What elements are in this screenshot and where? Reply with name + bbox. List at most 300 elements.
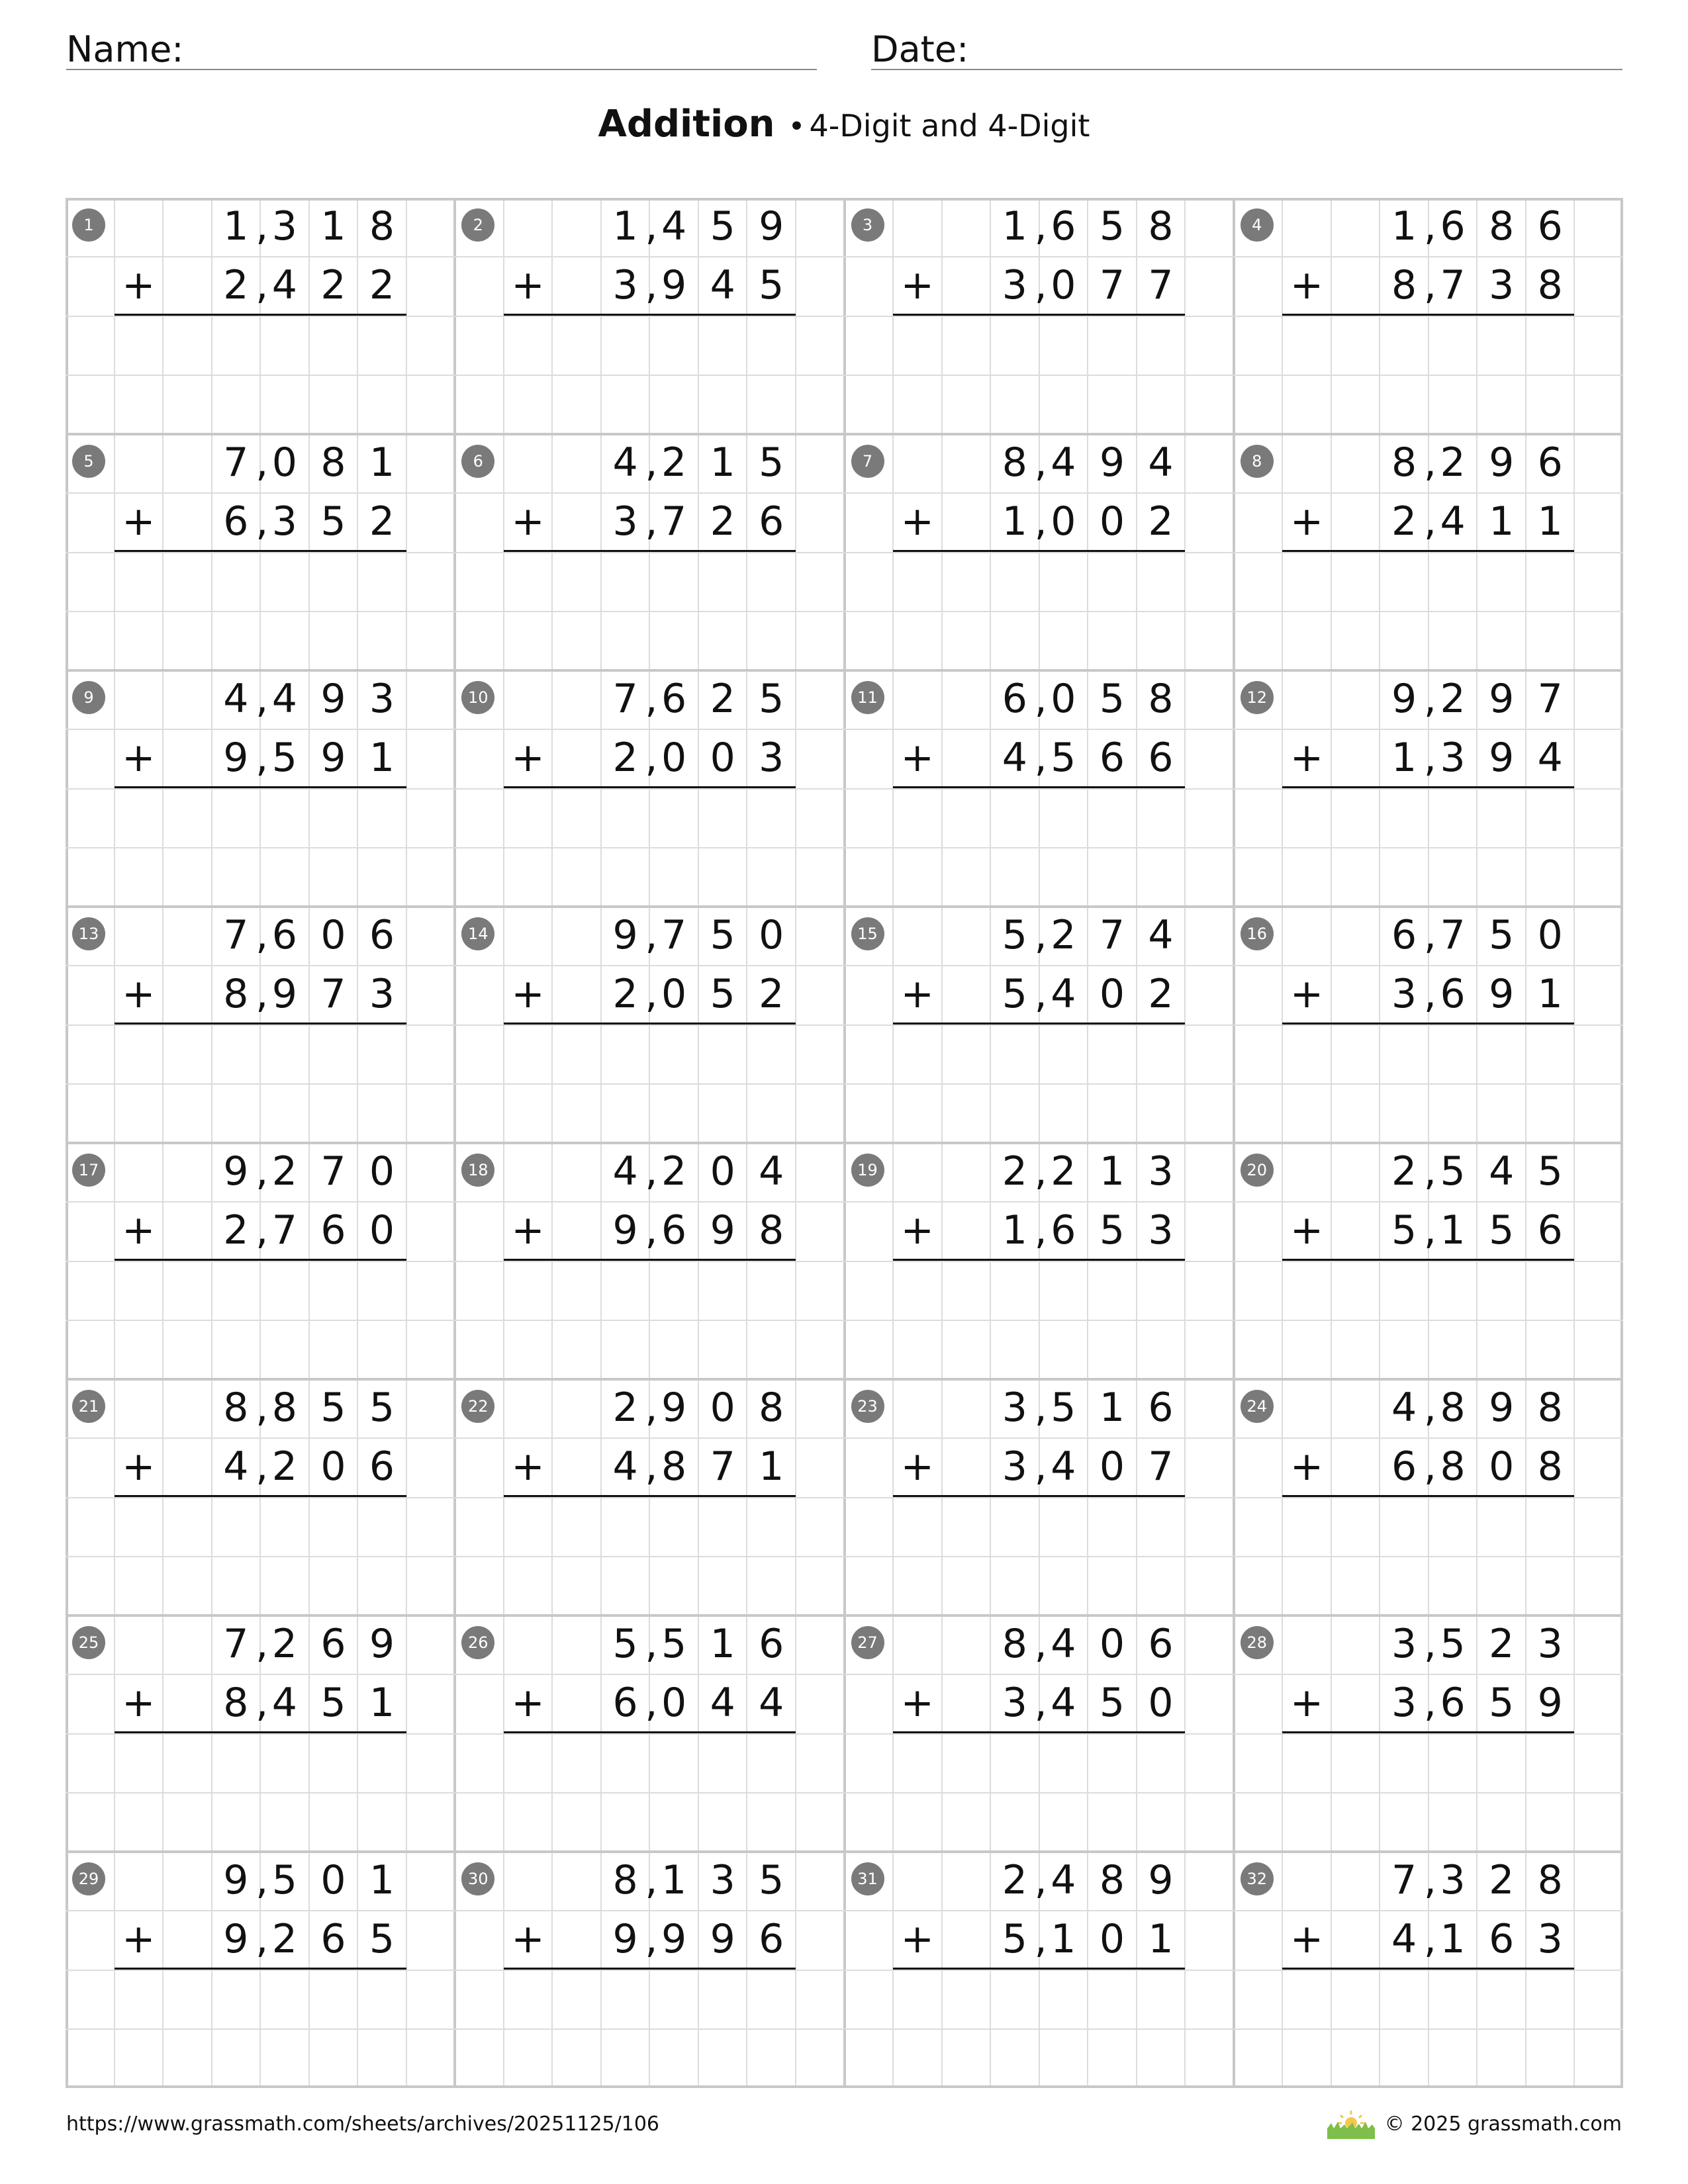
thousands-comma: , xyxy=(256,498,269,545)
digit: 0 xyxy=(320,1443,346,1490)
digit: 2 xyxy=(1391,1148,1417,1195)
thousands-comma: , xyxy=(256,262,269,309)
grass-sun-logo-icon xyxy=(1326,2109,1376,2140)
digit: 5 xyxy=(1489,912,1515,958)
thousands-comma: , xyxy=(645,912,658,958)
digit: 8 xyxy=(1391,262,1417,309)
digit: 6 xyxy=(759,1916,784,1963)
title-main: Addition xyxy=(598,103,775,146)
digit: 0 xyxy=(661,1680,687,1727)
digit: 4 xyxy=(612,439,638,486)
digit: 0 xyxy=(710,1385,735,1431)
digit: 1 xyxy=(369,735,395,782)
digit: 0 xyxy=(1489,1443,1515,1490)
digit: 8 xyxy=(1099,1857,1125,1903)
thousands-comma: , xyxy=(1423,1148,1436,1195)
plus-operator: + xyxy=(900,735,934,782)
thousands-comma: , xyxy=(1423,735,1436,782)
thousands-comma: , xyxy=(256,735,269,782)
digit: 3 xyxy=(612,498,638,545)
sum-underline xyxy=(504,1968,796,1970)
digit: 1 xyxy=(1537,971,1563,1018)
digit: 7 xyxy=(271,1207,297,1254)
digit: 9 xyxy=(661,262,687,309)
problem-number-badge: 17 xyxy=(72,1154,105,1187)
digit: 9 xyxy=(369,1621,395,1667)
digit: 7 xyxy=(710,1443,735,1490)
digit: 6 xyxy=(612,1680,638,1727)
digit: 6 xyxy=(661,676,687,722)
digit: 7 xyxy=(1148,262,1174,309)
digit: 5 xyxy=(612,1621,638,1667)
thousands-comma: , xyxy=(1423,1385,1436,1431)
digit: 2 xyxy=(661,1148,687,1195)
thousands-comma: , xyxy=(1034,971,1047,1018)
problem-number-badge: 14 xyxy=(461,917,494,950)
thousands-comma: , xyxy=(256,1148,269,1195)
sum-underline xyxy=(115,1731,406,1733)
thousands-comma: , xyxy=(1423,1443,1436,1490)
thousands-comma: , xyxy=(645,1385,658,1431)
digit: 5 xyxy=(1440,1148,1466,1195)
name-label: Name: xyxy=(66,28,184,70)
digit: 5 xyxy=(369,1916,395,1963)
digit: 3 xyxy=(612,262,638,309)
digit: 2 xyxy=(369,262,395,309)
sum-underline xyxy=(504,1023,796,1024)
digit: 7 xyxy=(1148,1443,1174,1490)
problem-number-badge: 11 xyxy=(851,681,884,714)
thousands-comma: , xyxy=(256,1207,269,1254)
problem-number-badge: 30 xyxy=(461,1862,494,1895)
digit: 8 xyxy=(1489,203,1515,250)
thousands-comma: , xyxy=(256,1443,269,1490)
plus-operator: + xyxy=(900,1916,934,1963)
thousands-comma: , xyxy=(645,735,658,782)
plus-operator: + xyxy=(122,971,156,1018)
name-field[interactable] xyxy=(66,25,817,70)
problem-number-badge: 12 xyxy=(1241,681,1274,714)
problem-number-badge: 31 xyxy=(851,1862,884,1895)
plus-operator: + xyxy=(511,971,545,1018)
thousands-comma: , xyxy=(645,1680,658,1727)
digit: 8 xyxy=(223,1385,249,1431)
problem-number-badge: 25 xyxy=(72,1626,105,1659)
thousands-comma: , xyxy=(1034,1680,1047,1727)
plus-operator: + xyxy=(511,1680,545,1727)
digit: 6 xyxy=(1391,912,1417,958)
thousands-comma: , xyxy=(645,1443,658,1490)
digit: 6 xyxy=(1440,203,1466,250)
problem-number-badge: 29 xyxy=(72,1862,105,1895)
problem-number-badge: 26 xyxy=(461,1626,494,1659)
digit: 3 xyxy=(1002,1385,1027,1431)
digit: 2 xyxy=(661,439,687,486)
digit: 6 xyxy=(320,1621,346,1667)
digit: 2 xyxy=(612,971,638,1018)
plus-operator: + xyxy=(122,1207,156,1254)
digit: 5 xyxy=(661,1621,687,1667)
plus-operator: + xyxy=(511,1443,545,1490)
digit: 6 xyxy=(369,912,395,958)
thousands-comma: , xyxy=(645,262,658,309)
digit: 9 xyxy=(1489,676,1515,722)
digit: 8 xyxy=(1537,1385,1563,1431)
date-field[interactable] xyxy=(871,25,1622,70)
digit: 1 xyxy=(1002,498,1027,545)
digit: 5 xyxy=(1051,1385,1076,1431)
problem-number-badge: 3 xyxy=(851,208,884,242)
digit: 0 xyxy=(369,1148,395,1195)
digit: 4 xyxy=(1051,439,1076,486)
plus-operator: + xyxy=(1289,498,1324,545)
problem-number-badge: 20 xyxy=(1241,1154,1274,1187)
problem-number-badge: 9 xyxy=(72,681,105,714)
plus-operator: + xyxy=(1289,1443,1324,1490)
plus-operator: + xyxy=(122,1680,156,1727)
digit: 5 xyxy=(1002,971,1027,1018)
problem-number-badge: 1 xyxy=(72,208,105,242)
digit: 8 xyxy=(1148,676,1174,722)
digit: 9 xyxy=(271,971,297,1018)
problem-number-badge: 27 xyxy=(851,1626,884,1659)
thousands-comma: , xyxy=(645,676,658,722)
sum-underline xyxy=(893,1968,1185,1970)
digit: 0 xyxy=(759,912,784,958)
digit: 5 xyxy=(1537,1148,1563,1195)
plus-operator: + xyxy=(122,1916,156,1963)
digit: 8 xyxy=(1391,439,1417,486)
digit: 9 xyxy=(223,1916,249,1963)
digit: 2 xyxy=(759,971,784,1018)
digit: 7 xyxy=(223,912,249,958)
digit: 0 xyxy=(661,735,687,782)
thousands-comma: , xyxy=(1034,1916,1047,1963)
thousands-comma: , xyxy=(1423,262,1436,309)
plus-operator: + xyxy=(511,735,545,782)
thousands-comma: , xyxy=(1423,912,1436,958)
digit: 9 xyxy=(1537,1680,1563,1727)
digit: 9 xyxy=(223,1857,249,1903)
digit: 9 xyxy=(1489,439,1515,486)
thousands-comma: , xyxy=(1034,262,1047,309)
digit: 1 xyxy=(320,203,346,250)
thousands-comma: , xyxy=(645,1621,658,1667)
sum-underline xyxy=(893,1731,1185,1733)
digit: 8 xyxy=(661,1443,687,1490)
digit: 4 xyxy=(1051,1443,1076,1490)
digit: 5 xyxy=(320,1680,346,1727)
digit: 3 xyxy=(1148,1207,1174,1254)
digit: 2 xyxy=(1002,1148,1027,1195)
digit: 8 xyxy=(1537,1443,1563,1490)
digit: 4 xyxy=(271,262,297,309)
digit: 2 xyxy=(223,262,249,309)
digit: 4 xyxy=(710,1680,735,1727)
thousands-comma: , xyxy=(1034,912,1047,958)
digit: 1 xyxy=(661,1857,687,1903)
thousands-comma: , xyxy=(1034,1443,1047,1490)
digit: 6 xyxy=(271,912,297,958)
problem-number-badge: 5 xyxy=(72,445,105,478)
digit: 5 xyxy=(1489,1680,1515,1727)
digit: 3 xyxy=(369,971,395,1018)
plus-operator: + xyxy=(511,1916,545,1963)
sum-underline xyxy=(893,1495,1185,1497)
digit: 6 xyxy=(1002,676,1027,722)
digit: 7 xyxy=(661,912,687,958)
thousands-comma: , xyxy=(1423,971,1436,1018)
digit: 5 xyxy=(1391,1207,1417,1254)
thousands-comma: , xyxy=(645,1207,658,1254)
sum-underline xyxy=(1282,786,1574,788)
thousands-comma: , xyxy=(645,1857,658,1903)
digit: 6 xyxy=(1148,735,1174,782)
digit: 7 xyxy=(223,1621,249,1667)
thousands-comma: , xyxy=(645,498,658,545)
sum-underline xyxy=(893,786,1185,788)
thousands-comma: , xyxy=(256,1680,269,1727)
problem-number-badge: 8 xyxy=(1241,445,1274,478)
thousands-comma: , xyxy=(256,676,269,722)
digit: 6 xyxy=(1051,1207,1076,1254)
plus-operator: + xyxy=(1289,1207,1324,1254)
sum-underline xyxy=(1282,1259,1574,1261)
digit: 4 xyxy=(271,676,297,722)
thousands-comma: , xyxy=(1034,1621,1047,1667)
digit: 4 xyxy=(1148,912,1174,958)
digit: 4 xyxy=(759,1148,784,1195)
digit: 4 xyxy=(223,676,249,722)
digit: 8 xyxy=(759,1207,784,1254)
plus-operator: + xyxy=(900,262,934,309)
digit: 4 xyxy=(759,1680,784,1727)
plus-operator: + xyxy=(1289,735,1324,782)
digit: 0 xyxy=(1099,1443,1125,1490)
plus-operator: + xyxy=(122,498,156,545)
thousands-comma: , xyxy=(1423,1857,1436,1903)
sum-underline xyxy=(115,1259,406,1261)
digit: 3 xyxy=(1440,735,1466,782)
digit: 5 xyxy=(759,262,784,309)
digit: 7 xyxy=(320,971,346,1018)
digit: 9 xyxy=(661,1385,687,1431)
digit: 4 xyxy=(1537,735,1563,782)
digit: 2 xyxy=(1148,971,1174,1018)
thousands-comma: , xyxy=(1423,498,1436,545)
digit: 8 xyxy=(223,1680,249,1727)
digit: 2 xyxy=(1148,498,1174,545)
digit: 6 xyxy=(369,1443,395,1490)
digit: 3 xyxy=(1391,1621,1417,1667)
digit: 8 xyxy=(759,1385,784,1431)
digit: 6 xyxy=(661,1207,687,1254)
digit: 0 xyxy=(1099,498,1125,545)
digit: 6 xyxy=(1099,735,1125,782)
digit: 9 xyxy=(1391,676,1417,722)
thousands-comma: , xyxy=(645,203,658,250)
digit: 3 xyxy=(271,203,297,250)
digit: 9 xyxy=(223,1148,249,1195)
sum-underline xyxy=(893,1023,1185,1024)
digit: 1 xyxy=(1051,1916,1076,1963)
plus-operator: + xyxy=(122,262,156,309)
thousands-comma: , xyxy=(1034,735,1047,782)
digit: 8 xyxy=(1148,203,1174,250)
digit: 9 xyxy=(759,203,784,250)
sum-underline xyxy=(893,1259,1185,1261)
digit: 8 xyxy=(1002,1621,1027,1667)
digit: 9 xyxy=(320,735,346,782)
digit: 6 xyxy=(1051,203,1076,250)
digit: 1 xyxy=(369,1680,395,1727)
digit: 6 xyxy=(1148,1621,1174,1667)
plus-operator: + xyxy=(511,262,545,309)
digit: 7 xyxy=(320,1148,346,1195)
digit: 3 xyxy=(1002,1443,1027,1490)
digit: 0 xyxy=(369,1207,395,1254)
thousands-comma: , xyxy=(1034,498,1047,545)
digit: 0 xyxy=(320,1857,346,1903)
digit: 2 xyxy=(320,262,346,309)
sum-underline xyxy=(893,550,1185,552)
digit: 6 xyxy=(759,498,784,545)
digit: 9 xyxy=(1489,1385,1515,1431)
problem-number-badge: 2 xyxy=(461,208,494,242)
thousands-comma: , xyxy=(256,203,269,250)
digit: 5 xyxy=(710,912,735,958)
digit: 2 xyxy=(1489,1857,1515,1903)
plus-operator: + xyxy=(900,971,934,1018)
problem-number-badge: 32 xyxy=(1241,1862,1274,1895)
digit: 9 xyxy=(320,676,346,722)
digit: 1 xyxy=(759,1443,784,1490)
digit: 3 xyxy=(1440,1857,1466,1903)
digit: 6 xyxy=(320,1207,346,1254)
thousands-comma: , xyxy=(256,971,269,1018)
digit: 4 xyxy=(661,203,687,250)
sum-underline xyxy=(1282,314,1574,316)
plus-operator: + xyxy=(511,1207,545,1254)
problem-number-badge: 6 xyxy=(461,445,494,478)
digit: 0 xyxy=(1537,912,1563,958)
digit: 9 xyxy=(612,1207,638,1254)
footer-url[interactable]: https://www.grassmath.com/sheets/archives/20251125/106 xyxy=(66,2113,660,2136)
sum-underline xyxy=(1282,1495,1574,1497)
digit: 1 xyxy=(1440,1207,1466,1254)
sum-underline xyxy=(504,314,796,316)
problem-number-badge: 13 xyxy=(72,917,105,950)
digit: 7 xyxy=(612,676,638,722)
digit: 6 xyxy=(1148,1385,1174,1431)
digit: 2 xyxy=(1440,439,1466,486)
digit: 5 xyxy=(369,1385,395,1431)
title-subtitle: 4-Digit and 4-Digit xyxy=(809,108,1090,144)
digit: 6 xyxy=(223,498,249,545)
sum-underline xyxy=(115,314,406,316)
digit: 3 xyxy=(1002,1680,1027,1727)
digit: 2 xyxy=(271,1148,297,1195)
digit: 5 xyxy=(271,1857,297,1903)
digit: 6 xyxy=(1537,1207,1563,1254)
digit: 0 xyxy=(661,971,687,1018)
digit: 4 xyxy=(1148,439,1174,486)
digit: 4 xyxy=(1440,498,1466,545)
thousands-comma: , xyxy=(1034,1148,1047,1195)
digit: 9 xyxy=(661,1916,687,1963)
digit: 3 xyxy=(710,1857,735,1903)
thousands-comma: , xyxy=(1423,676,1436,722)
thousands-comma: , xyxy=(1034,439,1047,486)
digit: 2 xyxy=(271,1916,297,1963)
sum-underline xyxy=(115,1023,406,1024)
digit: 4 xyxy=(612,1443,638,1490)
digit: 4 xyxy=(1051,1621,1076,1667)
digit: 5 xyxy=(759,676,784,722)
digit: 5 xyxy=(1051,735,1076,782)
digit: 5 xyxy=(1489,1207,1515,1254)
digit: 4 xyxy=(1051,1857,1076,1903)
thousands-comma: , xyxy=(1034,1385,1047,1431)
digit: 7 xyxy=(1537,676,1563,722)
digit: 4 xyxy=(1051,1680,1076,1727)
digit: 2 xyxy=(223,1207,249,1254)
digit: 8 xyxy=(320,439,346,486)
digit: 4 xyxy=(710,262,735,309)
problem-grid xyxy=(66,198,1623,2088)
sum-underline xyxy=(115,1968,406,1970)
digit: 1 xyxy=(710,439,735,486)
thousands-comma: , xyxy=(1423,1680,1436,1727)
plus-operator: + xyxy=(122,1443,156,1490)
digit: 3 xyxy=(1537,1621,1563,1667)
digit: 5 xyxy=(1099,1207,1125,1254)
problem-number-badge: 28 xyxy=(1241,1626,1274,1659)
digit: 5 xyxy=(1002,912,1027,958)
digit: 1 xyxy=(1440,1916,1466,1963)
plus-operator: + xyxy=(1289,1680,1324,1727)
digit: 1 xyxy=(1099,1385,1125,1431)
thousands-comma: , xyxy=(645,439,658,486)
sum-underline xyxy=(893,314,1185,316)
digit: 1 xyxy=(1391,735,1417,782)
thousands-comma: , xyxy=(1034,203,1047,250)
plus-operator: + xyxy=(900,1207,934,1254)
thousands-comma: , xyxy=(1034,1207,1047,1254)
thousands-comma: , xyxy=(256,439,269,486)
digit: 8 xyxy=(1440,1385,1466,1431)
digit: 6 xyxy=(1391,1443,1417,1490)
digit: 0 xyxy=(1148,1680,1174,1727)
digit: 0 xyxy=(1099,1621,1125,1667)
digit: 1 xyxy=(369,439,395,486)
sum-underline xyxy=(1282,550,1574,552)
digit: 3 xyxy=(1002,262,1027,309)
digit: 7 xyxy=(1099,912,1125,958)
digit: 2 xyxy=(271,1443,297,1490)
sum-underline xyxy=(115,550,406,552)
digit: 1 xyxy=(612,203,638,250)
digit: 8 xyxy=(1440,1443,1466,1490)
digit: 1 xyxy=(1002,203,1027,250)
digit: 5 xyxy=(271,735,297,782)
sum-underline xyxy=(504,550,796,552)
digit: 3 xyxy=(1391,971,1417,1018)
digit: 0 xyxy=(320,912,346,958)
digit: 8 xyxy=(1537,262,1563,309)
date-label: Date: xyxy=(871,28,969,70)
digit: 9 xyxy=(612,912,638,958)
